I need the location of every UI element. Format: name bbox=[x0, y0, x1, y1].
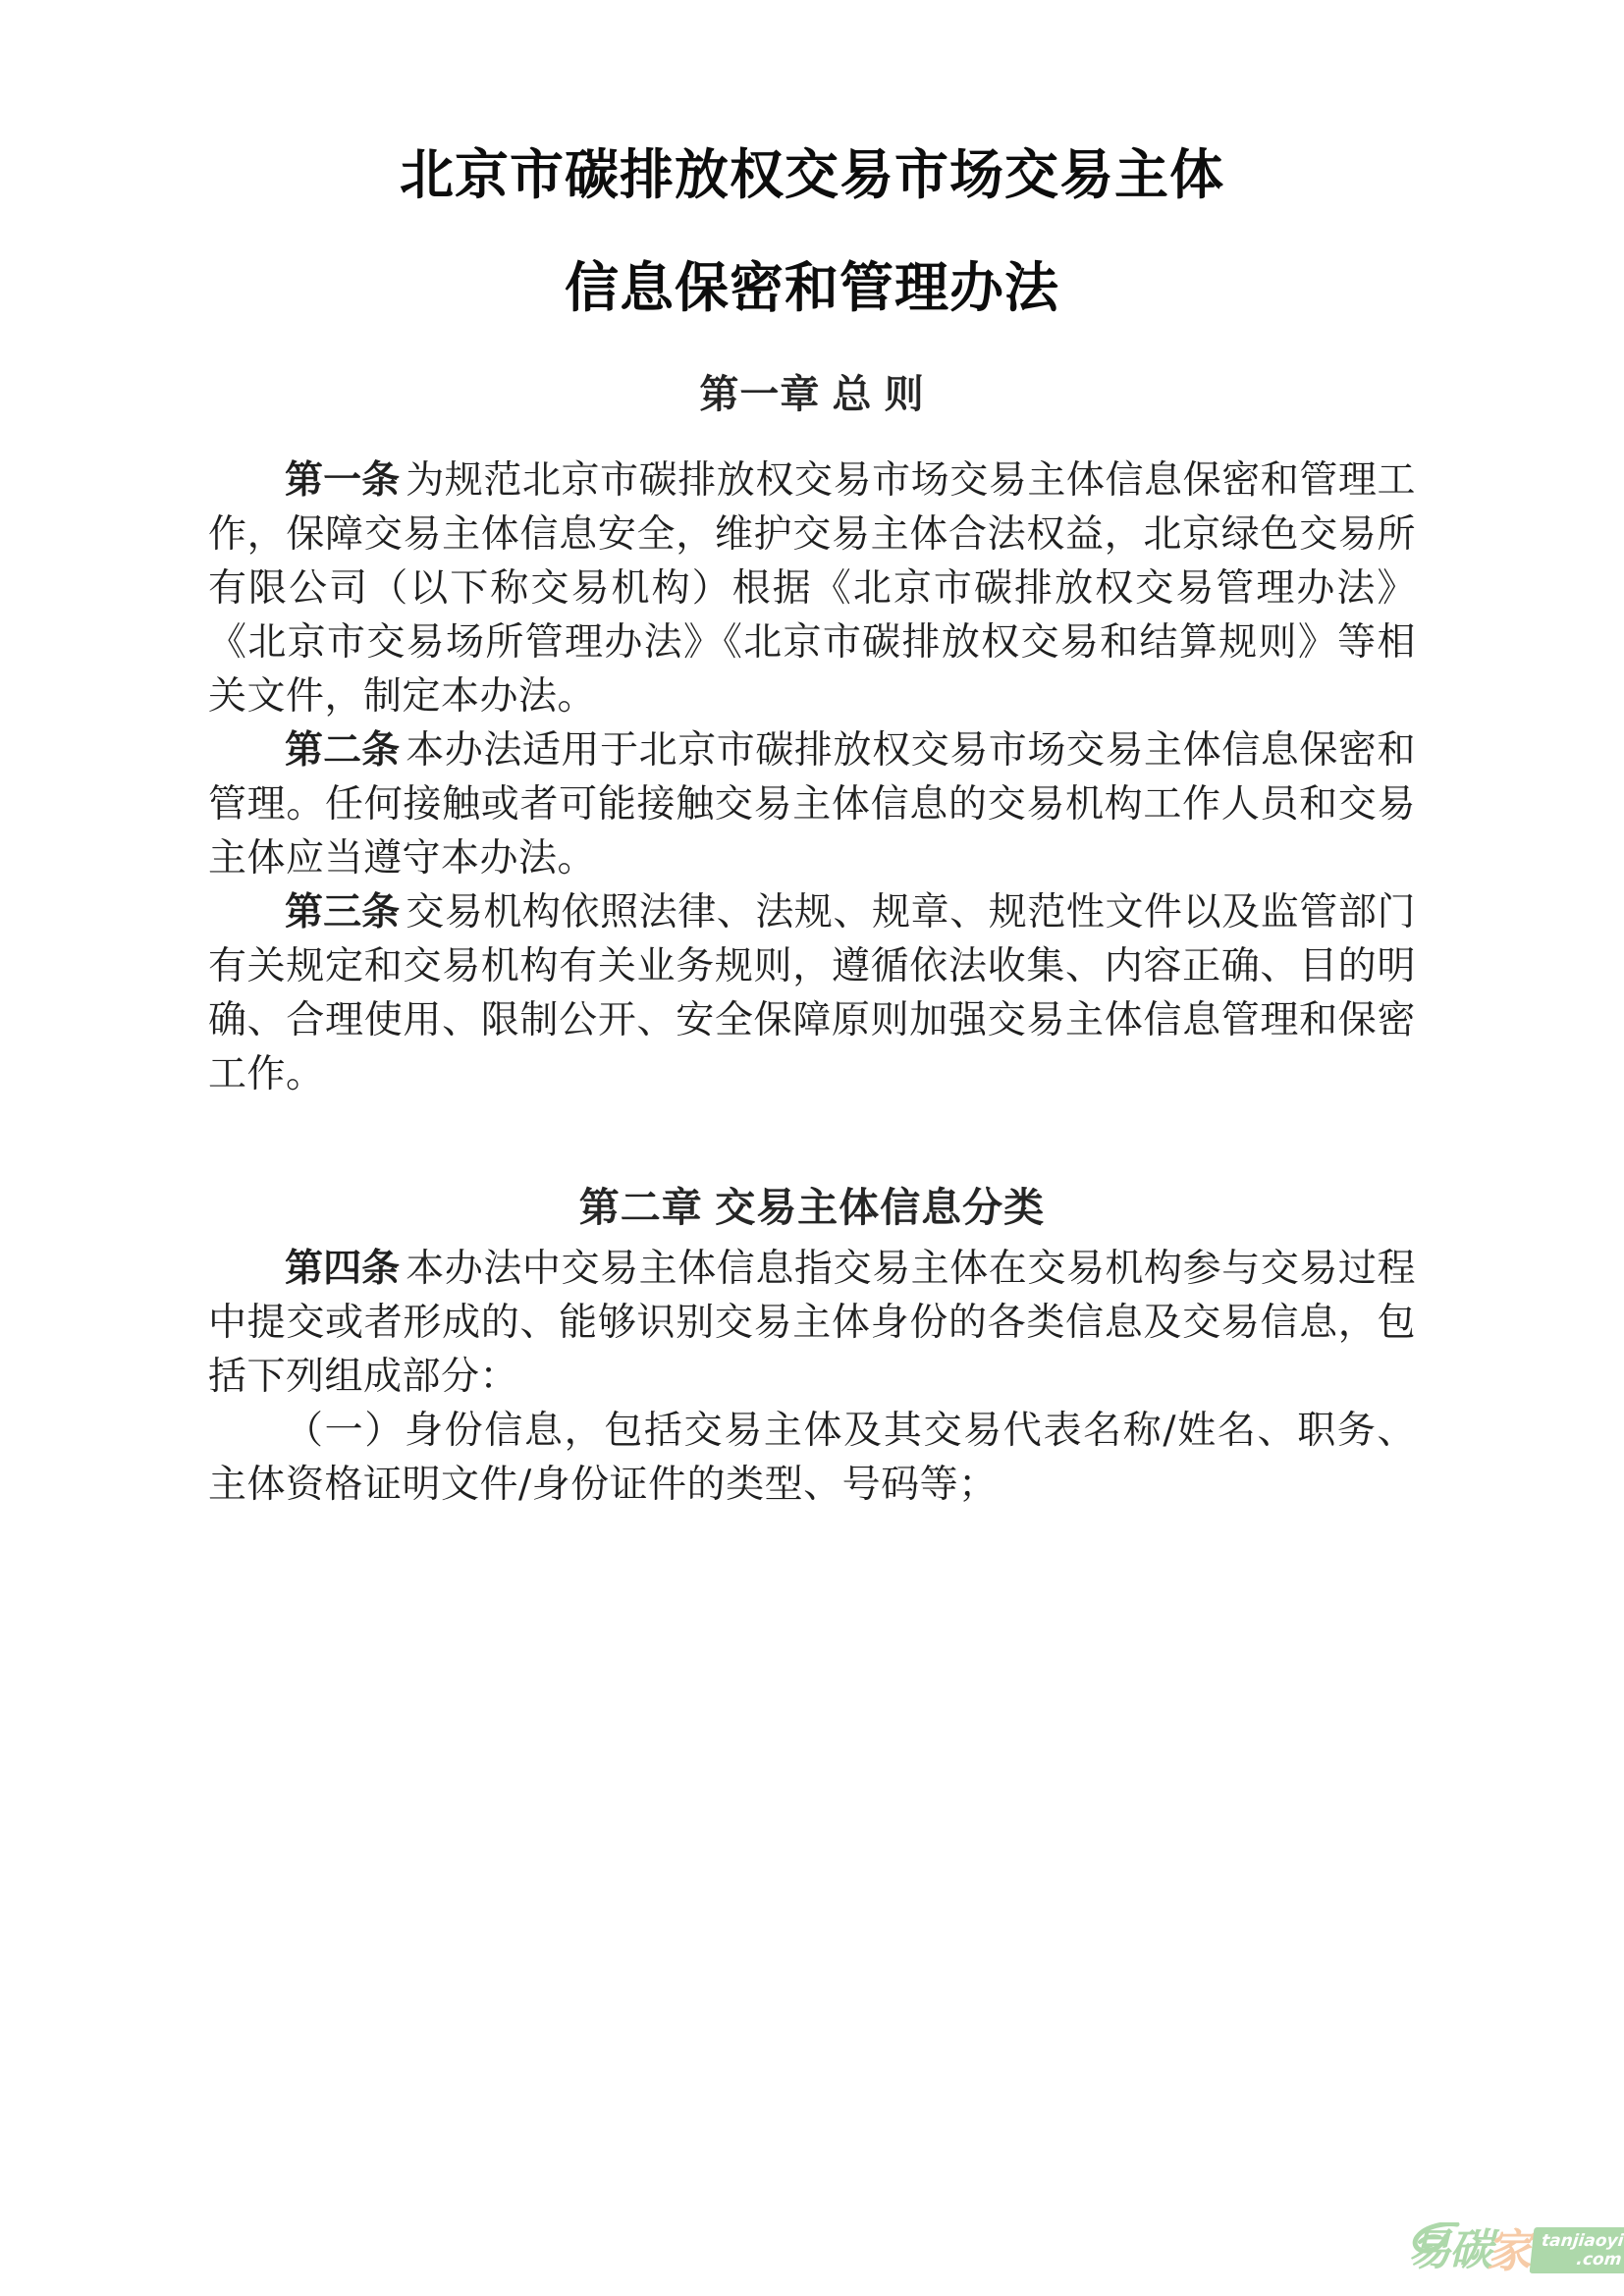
article-paragraph bbox=[208, 885, 1416, 1101]
watermark-char-yi: 易 bbox=[1408, 2225, 1449, 2275]
article-body: 交易机构依照法律、法规、规章、规范性文件以及监管部门有关规定和交易机构有关业务规则，遵循依法收集、内容正确、目的明确、合理使用、限制公开、安全保障原则加强交易主体信息管理和保密工作。 bbox=[208, 890, 1416, 1096]
watermark-char-jia: 家 bbox=[1487, 2224, 1530, 2277]
document-content bbox=[208, 0, 1416, 1512]
document-title-line-2: 信息保密和管理办法 bbox=[564, 255, 1059, 319]
watermark-domain: tanjiaoyi bbox=[1540, 2231, 1624, 2252]
article-body: 本办法适用于北京市碳排放权交易市场交易主体信息保密和管理。任何接触或者可能接触交易主体信息的交易机构工作人员和交易主体应当遵守本办法。 bbox=[208, 728, 1416, 881]
article-item-body: （一）身份信息，包括交易主体及其交易代表名称/姓名、职务、主体资格证明文件/身份证件的类型、号码等； bbox=[208, 1409, 1416, 1508]
page-title bbox=[208, 142, 1416, 319]
article-body: 本办法中交易主体信息指交易主体在交易机构参与交易过程中提交或者形成的、能够识别交易主体身份的各类信息及交易信息，包括下列组成部分： bbox=[208, 1247, 1416, 1400]
chapter-heading-1: 第一章 总 则 bbox=[699, 373, 925, 416]
article-paragraph bbox=[208, 1242, 1416, 1404]
document-title-line-1: 北京市碳排放权交易市场交易主体 bbox=[399, 142, 1224, 206]
watermark-tld: .com bbox=[1575, 2250, 1623, 2269]
watermark-domain-badge bbox=[1530, 2227, 1624, 2273]
article-label: 第四条 bbox=[285, 1246, 401, 1292]
watermark-logo bbox=[1408, 2220, 1624, 2281]
article-label: 第三条 bbox=[285, 889, 401, 934]
watermark-char-tan: 碳 bbox=[1449, 2225, 1490, 2275]
chapter-heading-2: 第二章 交易主体信息分类 bbox=[578, 1185, 1046, 1230]
article-item-paragraph bbox=[208, 1404, 1416, 1512]
swoosh-icon bbox=[1410, 2222, 1461, 2256]
article-label: 第二条 bbox=[285, 727, 401, 773]
article-paragraph bbox=[208, 723, 1416, 885]
article-paragraph bbox=[208, 454, 1416, 723]
article-label: 第一条 bbox=[285, 457, 401, 503]
article-body: 为规范北京市碳排放权交易市场交易主体信息保密和管理工作，保障交易主体信息安全，维护交易主体合法权益，北京绿色交易所有限公司（以下称交易机构）根据《北京市碳排放权交易管理办法》《北京市交易场所管理办法》《北京市碳排放权交易和结算规则》等相关文件，制定本办法。 bbox=[208, 458, 1416, 719]
